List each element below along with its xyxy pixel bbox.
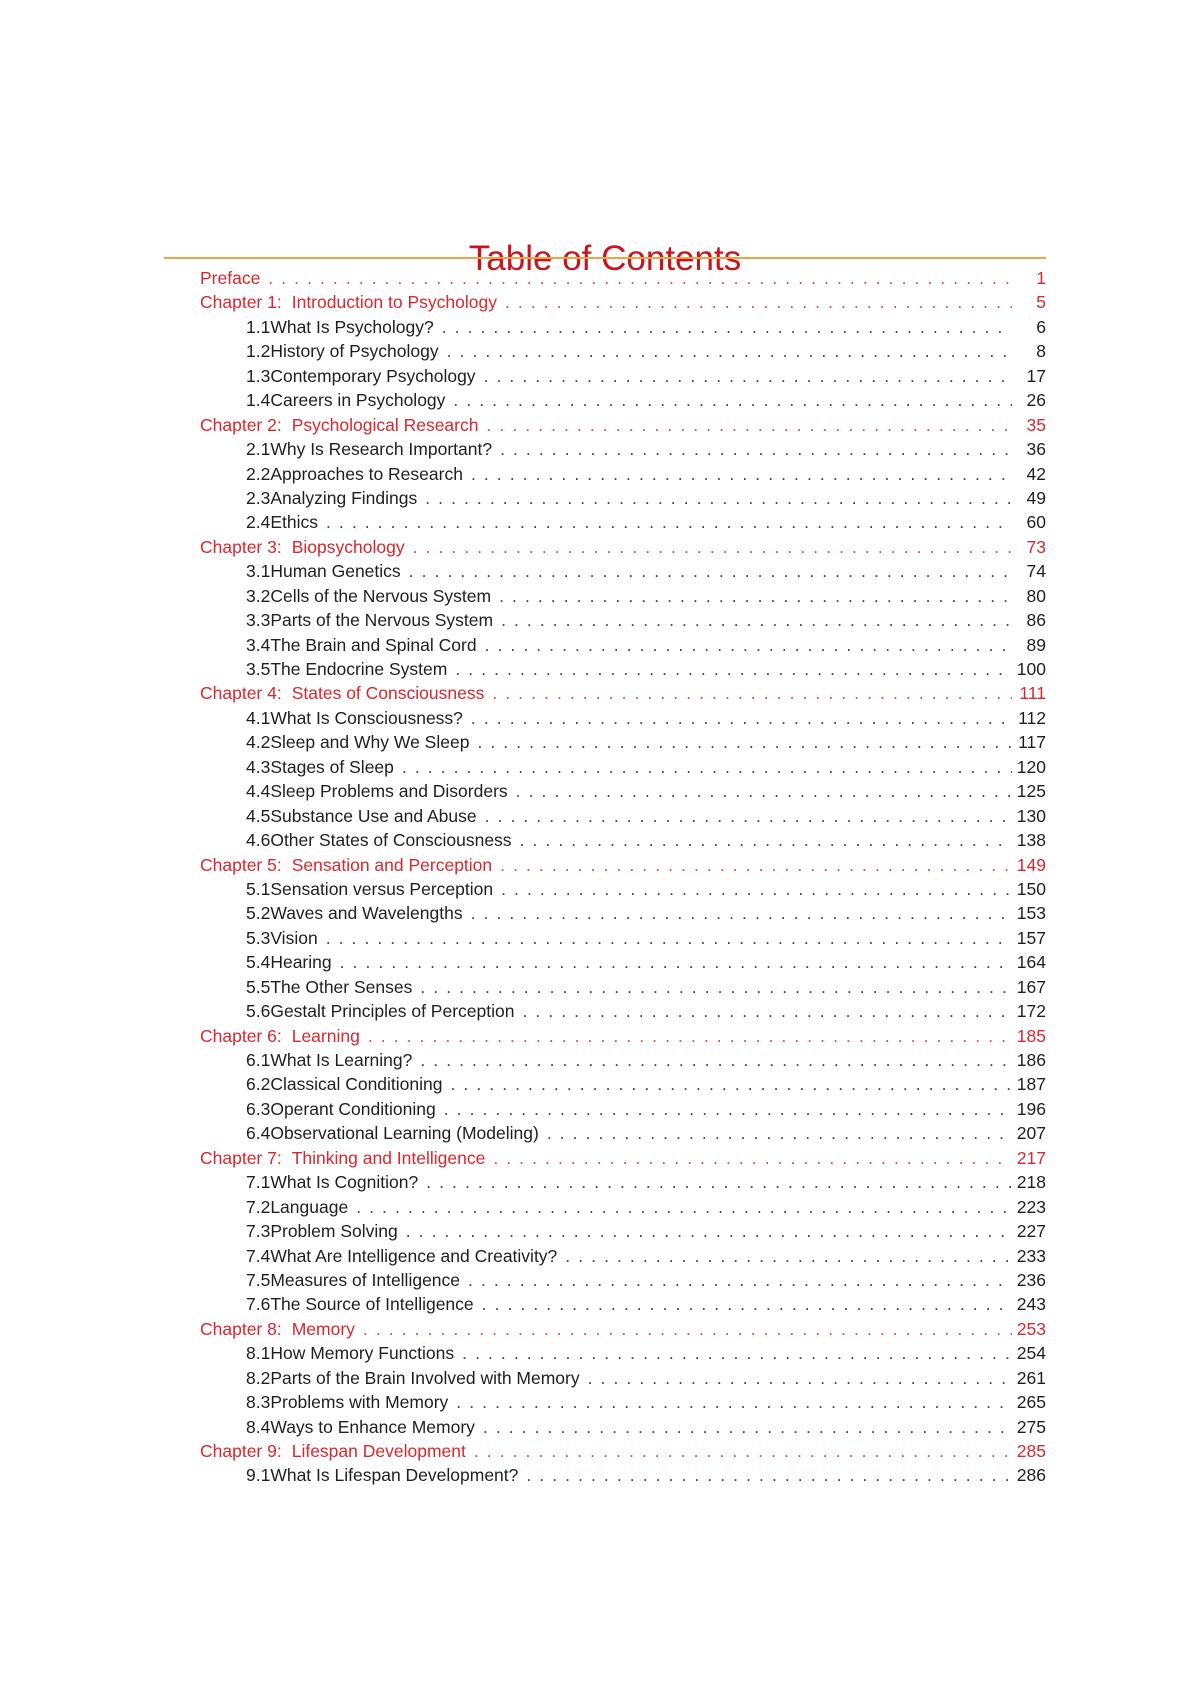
toc-chapter-entry[interactable] bbox=[200, 853, 1046, 877]
page-number: 74 bbox=[1026, 561, 1046, 582]
toc-section-entry[interactable] bbox=[200, 1463, 1046, 1487]
toc-section-entry[interactable] bbox=[200, 877, 1046, 901]
toc-section-entry[interactable] bbox=[200, 1097, 1046, 1121]
section-title: Parts of the Nervous System bbox=[270, 610, 494, 631]
chapter-title: Sensation and Perception bbox=[291, 854, 493, 875]
section-title: Cells of the Nervous System bbox=[270, 585, 492, 606]
toc-section-entry[interactable] bbox=[200, 437, 1046, 461]
dot-leader bbox=[547, 1121, 1012, 1145]
toc-chapter-entry[interactable] bbox=[200, 535, 1046, 559]
toc-section-entry[interactable] bbox=[200, 1268, 1046, 1292]
section-title: Why Is Research Important? bbox=[270, 439, 493, 460]
section-number: 5.2 bbox=[246, 903, 271, 924]
chapter-title: Memory bbox=[291, 1318, 355, 1339]
section-title: The Brain and Spinal Cord bbox=[270, 634, 477, 655]
section-number: 7.2 bbox=[246, 1196, 271, 1217]
page-number: 6 bbox=[1036, 316, 1046, 337]
toc-section-entry[interactable] bbox=[200, 1244, 1046, 1268]
page-number: 223 bbox=[1016, 1196, 1046, 1217]
section-number: 3.3 bbox=[246, 610, 271, 631]
section-number: 5.4 bbox=[246, 952, 271, 973]
page-number: 35 bbox=[1026, 414, 1046, 435]
toc-section-entry[interactable] bbox=[200, 1292, 1046, 1316]
toc-section-entry[interactable] bbox=[200, 486, 1046, 510]
section-number: 4.1 bbox=[246, 707, 271, 728]
dot-leader bbox=[516, 779, 1012, 803]
section-title: Problems with Memory bbox=[270, 1392, 449, 1413]
dot-leader bbox=[444, 1097, 1012, 1121]
page-number: 172 bbox=[1016, 1001, 1046, 1022]
section-title: What Is Lifespan Development? bbox=[270, 1465, 519, 1486]
toc-section-entry[interactable] bbox=[200, 1219, 1046, 1243]
dot-leader bbox=[485, 633, 1012, 657]
section-title: The Other Senses bbox=[270, 976, 413, 997]
page-number: 153 bbox=[1016, 903, 1046, 924]
dot-leader bbox=[456, 1390, 1012, 1414]
dot-leader bbox=[499, 584, 1012, 608]
section-number: 5.6 bbox=[246, 1001, 271, 1022]
section-title: Classical Conditioning bbox=[270, 1074, 443, 1095]
section-title: Human Genetics bbox=[270, 561, 401, 582]
section-title: What Is Cognition? bbox=[270, 1172, 419, 1193]
section-title: Waves and Wavelengths bbox=[270, 903, 463, 924]
section-title: What Are Intelligence and Creativity? bbox=[270, 1245, 558, 1266]
section-title: Sleep Problems and Disorders bbox=[270, 781, 508, 802]
toc-chapter-entry[interactable] bbox=[200, 681, 1046, 705]
toc-section-entry[interactable] bbox=[200, 1390, 1046, 1414]
page-number: 185 bbox=[1016, 1025, 1046, 1046]
dot-leader bbox=[492, 681, 1012, 705]
section-number: 6.2 bbox=[246, 1074, 271, 1095]
page-number: 254 bbox=[1016, 1343, 1046, 1364]
dot-leader bbox=[477, 730, 1012, 754]
dot-leader bbox=[471, 901, 1012, 925]
section-number: 7.1 bbox=[246, 1172, 271, 1193]
chapter-title: Introduction to Psychology bbox=[291, 292, 497, 313]
section-title: Analyzing Findings bbox=[270, 487, 418, 508]
dot-leader bbox=[402, 755, 1012, 779]
toc-section-entry[interactable] bbox=[200, 584, 1046, 608]
page-number: 261 bbox=[1016, 1367, 1046, 1388]
section-title: Parts of the Brain Involved with Memory bbox=[270, 1367, 580, 1388]
section-number: 5.3 bbox=[246, 927, 271, 948]
section-number: 8.3 bbox=[246, 1392, 271, 1413]
section-number: 8.4 bbox=[246, 1416, 271, 1437]
page-number: 89 bbox=[1026, 634, 1046, 655]
chapter-number: Chapter 7: bbox=[200, 1147, 282, 1168]
toc-section-entry[interactable] bbox=[200, 926, 1046, 950]
toc-section-entry[interactable] bbox=[200, 1415, 1046, 1439]
section-number: 3.4 bbox=[246, 634, 271, 655]
dot-leader bbox=[483, 1415, 1012, 1439]
dot-leader bbox=[455, 657, 1012, 681]
toc-section-entry[interactable] bbox=[200, 633, 1046, 657]
page-number: 125 bbox=[1016, 781, 1046, 802]
section-number: 3.1 bbox=[246, 561, 271, 582]
dot-leader bbox=[486, 413, 1012, 437]
toc-section-entry[interactable] bbox=[200, 1121, 1046, 1145]
dot-leader bbox=[326, 510, 1012, 534]
section-number: 7.3 bbox=[246, 1221, 271, 1242]
page-number: 253 bbox=[1016, 1318, 1046, 1339]
section-number: 9.1 bbox=[246, 1465, 271, 1486]
toc-section-entry[interactable] bbox=[200, 755, 1046, 779]
section-title: Vision bbox=[270, 927, 318, 948]
toc-section-entry[interactable] bbox=[200, 1170, 1046, 1194]
chapter-number: Chapter 4: bbox=[200, 683, 282, 704]
page-number: 112 bbox=[1018, 707, 1046, 728]
dot-leader bbox=[485, 804, 1012, 828]
section-title: Measures of Intelligence bbox=[270, 1269, 461, 1290]
section-number: 4.6 bbox=[246, 830, 271, 851]
page-number: 60 bbox=[1026, 512, 1046, 533]
section-title: Operant Conditioning bbox=[270, 1098, 436, 1119]
section-number: 1.4 bbox=[246, 390, 271, 411]
chapter-number: Chapter 6: bbox=[200, 1025, 282, 1046]
section-title: Gestalt Principles of Perception bbox=[270, 1001, 515, 1022]
page-number: 138 bbox=[1016, 830, 1046, 851]
page-number: 164 bbox=[1016, 952, 1046, 973]
page-number: 275 bbox=[1016, 1416, 1046, 1437]
section-title: Contemporary Psychology bbox=[270, 365, 476, 386]
dot-leader bbox=[493, 1146, 1012, 1170]
page-number: 80 bbox=[1026, 585, 1046, 606]
chapter-number: Chapter 2: bbox=[200, 414, 282, 435]
dot-leader bbox=[474, 1439, 1012, 1463]
toc-section-entry[interactable] bbox=[200, 730, 1046, 754]
dot-leader bbox=[462, 1341, 1012, 1365]
toc-section-entry[interactable] bbox=[200, 804, 1046, 828]
page-number: 120 bbox=[1016, 756, 1046, 777]
section-title: Stages of Sleep bbox=[270, 756, 394, 777]
toc-section-entry[interactable] bbox=[200, 608, 1046, 632]
section-number: 4.2 bbox=[246, 732, 271, 753]
section-number: 4.4 bbox=[246, 781, 271, 802]
dot-leader bbox=[500, 437, 1012, 461]
page-number: 196 bbox=[1016, 1098, 1046, 1119]
dot-leader bbox=[500, 853, 1012, 877]
chapter-number: Chapter 8: bbox=[200, 1318, 282, 1339]
toc-section-entry[interactable] bbox=[200, 388, 1046, 412]
section-title: Sensation versus Perception bbox=[270, 878, 494, 899]
dot-leader bbox=[471, 706, 1012, 730]
section-number: 8.2 bbox=[246, 1367, 271, 1388]
section-title: Approaches to Research bbox=[270, 463, 463, 484]
toc-chapter-entry[interactable] bbox=[200, 1439, 1046, 1463]
page-number: 1 bbox=[1036, 268, 1046, 288]
chapter-title: Thinking and Intelligence bbox=[291, 1147, 486, 1168]
dot-leader bbox=[420, 975, 1012, 999]
toc-chapter-entry[interactable] bbox=[200, 413, 1046, 437]
section-title: History of Psychology bbox=[270, 341, 439, 362]
dot-leader bbox=[482, 1292, 1012, 1316]
page-number: 8 bbox=[1036, 341, 1046, 362]
section-number: 2.2 bbox=[246, 463, 271, 484]
page-number: 236 bbox=[1016, 1269, 1046, 1290]
page-number: 227 bbox=[1016, 1221, 1046, 1242]
toc-section-entry[interactable] bbox=[200, 339, 1046, 363]
page-number: 49 bbox=[1026, 487, 1046, 508]
dot-leader bbox=[505, 290, 1012, 314]
dot-leader bbox=[522, 999, 1012, 1023]
section-number: 4.3 bbox=[246, 756, 271, 777]
dot-leader bbox=[268, 266, 1012, 290]
section-number: 1.1 bbox=[246, 316, 271, 337]
toc-section-entry[interactable] bbox=[200, 779, 1046, 803]
page-number: 117 bbox=[1018, 732, 1046, 753]
chapter-number: Chapter 5: bbox=[200, 854, 282, 875]
section-title: Substance Use and Abuse bbox=[270, 805, 477, 826]
page-number: 285 bbox=[1016, 1441, 1046, 1461]
page-number: 100 bbox=[1016, 659, 1046, 679]
section-number: 1.2 bbox=[246, 341, 271, 362]
section-title: The Endocrine System bbox=[270, 659, 448, 679]
toc-section-entry[interactable] bbox=[200, 1072, 1046, 1096]
toc-section-entry[interactable] bbox=[200, 559, 1046, 583]
dot-leader bbox=[526, 1463, 1012, 1487]
chapter-title: Learning bbox=[291, 1025, 360, 1046]
toc-section-entry[interactable] bbox=[200, 1048, 1046, 1072]
dot-leader bbox=[340, 950, 1012, 974]
dot-leader bbox=[501, 877, 1012, 901]
toc-section-entry[interactable] bbox=[200, 975, 1046, 999]
chapter-number: Chapter 9: bbox=[200, 1441, 282, 1461]
dot-leader bbox=[413, 535, 1012, 559]
page-number: 5 bbox=[1036, 292, 1046, 313]
page-number: 150 bbox=[1016, 878, 1046, 899]
table-of-contents bbox=[200, 266, 1046, 1488]
toc-section-entry[interactable] bbox=[200, 462, 1046, 486]
page-number: 187 bbox=[1016, 1074, 1046, 1095]
chapter-title: States of Consciousness bbox=[291, 683, 485, 704]
chapter-title: Lifespan Development bbox=[291, 1441, 466, 1461]
dot-leader bbox=[453, 388, 1012, 412]
dot-leader bbox=[471, 462, 1012, 486]
toc-section-entry[interactable] bbox=[200, 657, 1046, 681]
section-title: Ways to Enhance Memory bbox=[270, 1416, 475, 1437]
toc-section-entry[interactable] bbox=[200, 1341, 1046, 1365]
page-number: 157 bbox=[1016, 927, 1046, 948]
page-number: 286 bbox=[1016, 1465, 1046, 1486]
toc-chapter-entry[interactable] bbox=[200, 290, 1046, 314]
chapter-number: Chapter 1: bbox=[200, 292, 282, 313]
page-number: 130 bbox=[1016, 805, 1046, 826]
section-title: What Is Consciousness? bbox=[270, 707, 463, 728]
dot-leader bbox=[468, 1268, 1012, 1292]
dot-leader bbox=[447, 339, 1012, 363]
page-number: 265 bbox=[1016, 1392, 1046, 1413]
page-number: 73 bbox=[1026, 536, 1046, 557]
toc-section-entry[interactable] bbox=[200, 706, 1046, 730]
dot-leader bbox=[565, 1244, 1012, 1268]
toc-section-entry[interactable] bbox=[200, 510, 1046, 534]
dot-leader bbox=[406, 1219, 1012, 1243]
dot-leader bbox=[588, 1366, 1012, 1390]
page-number: 149 bbox=[1016, 854, 1046, 875]
dot-leader bbox=[520, 828, 1012, 852]
page-number: 207 bbox=[1016, 1123, 1046, 1144]
section-title: Observational Learning (Modeling) bbox=[270, 1123, 539, 1144]
section-number: 6.4 bbox=[246, 1123, 271, 1144]
page-number: 111 bbox=[1019, 683, 1046, 704]
page-number: 243 bbox=[1016, 1294, 1046, 1315]
page-number: 86 bbox=[1026, 610, 1046, 631]
page-title: Table of Contents bbox=[468, 239, 742, 279]
section-title: Language bbox=[270, 1196, 349, 1217]
section-number: 5.1 bbox=[246, 878, 271, 899]
page-number: 42 bbox=[1026, 463, 1046, 484]
section-title: Other States of Consciousness bbox=[270, 830, 512, 851]
toc-section-entry[interactable] bbox=[200, 1195, 1046, 1219]
page-number: 167 bbox=[1016, 976, 1046, 997]
section-number: 6.3 bbox=[246, 1098, 271, 1119]
toc-section-entry[interactable] bbox=[200, 1366, 1046, 1390]
toc-section-entry[interactable] bbox=[200, 950, 1046, 974]
dot-leader bbox=[409, 559, 1012, 583]
section-number: 2.4 bbox=[246, 512, 271, 533]
dot-leader bbox=[426, 1170, 1012, 1194]
page-number: 186 bbox=[1016, 1050, 1046, 1070]
section-title: Problem Solving bbox=[270, 1221, 398, 1242]
dot-leader bbox=[368, 1024, 1012, 1048]
section-title: Hearing bbox=[270, 952, 332, 973]
dot-leader bbox=[326, 926, 1012, 950]
section-title: What Is Psychology? bbox=[270, 316, 434, 337]
section-number: 2.3 bbox=[246, 487, 271, 508]
page-number: 36 bbox=[1026, 439, 1046, 460]
toc-chapter-entry[interactable] bbox=[200, 1024, 1046, 1048]
toc-chapter-entry[interactable] bbox=[200, 1317, 1046, 1341]
dot-leader bbox=[442, 315, 1012, 339]
section-number: 5.5 bbox=[246, 976, 271, 997]
section-number: 6.1 bbox=[246, 1050, 271, 1070]
page-number: 217 bbox=[1016, 1147, 1046, 1168]
section-number: 7.5 bbox=[246, 1269, 271, 1290]
toc-section-entry[interactable] bbox=[200, 315, 1046, 339]
toc-section-entry[interactable] bbox=[200, 999, 1046, 1023]
chapter-title: Preface bbox=[200, 268, 261, 288]
section-title: What Is Learning? bbox=[270, 1050, 413, 1070]
page-number: 233 bbox=[1016, 1245, 1046, 1266]
dot-leader bbox=[356, 1195, 1012, 1219]
section-title: Ethics bbox=[270, 512, 318, 533]
section-title: Sleep and Why We Sleep bbox=[270, 732, 470, 753]
section-number: 7.6 bbox=[246, 1294, 271, 1315]
section-number: 1.3 bbox=[246, 365, 271, 386]
chapter-title: Biopsychology bbox=[291, 536, 405, 557]
section-number: 3.2 bbox=[246, 585, 271, 606]
dot-leader bbox=[425, 486, 1012, 510]
section-number: 4.5 bbox=[246, 805, 271, 826]
dot-leader bbox=[363, 1317, 1012, 1341]
section-number: 7.4 bbox=[246, 1245, 271, 1266]
chapter-number: Chapter 3: bbox=[200, 536, 282, 557]
title-divider bbox=[164, 257, 1046, 259]
page-number: 218 bbox=[1016, 1172, 1046, 1193]
toc-section-entry[interactable] bbox=[200, 828, 1046, 852]
section-title: How Memory Functions bbox=[270, 1343, 455, 1364]
toc-section-entry[interactable] bbox=[200, 364, 1046, 388]
section-number: 2.1 bbox=[246, 439, 271, 460]
toc-chapter-entry[interactable] bbox=[200, 1146, 1046, 1170]
page-number: 26 bbox=[1026, 390, 1046, 411]
section-number: 8.1 bbox=[246, 1343, 271, 1364]
section-number: 3.5 bbox=[246, 659, 271, 679]
page-number: 17 bbox=[1026, 365, 1046, 386]
chapter-title: Psychological Research bbox=[291, 414, 479, 435]
dot-leader bbox=[420, 1048, 1012, 1072]
toc-chapter-entry[interactable] bbox=[200, 266, 1046, 290]
section-title: The Source of Intelligence bbox=[270, 1294, 474, 1315]
toc-section-entry[interactable] bbox=[200, 901, 1046, 925]
dot-leader bbox=[501, 608, 1012, 632]
dot-leader bbox=[484, 364, 1012, 388]
dot-leader bbox=[451, 1072, 1013, 1096]
section-title: Careers in Psychology bbox=[270, 390, 446, 411]
